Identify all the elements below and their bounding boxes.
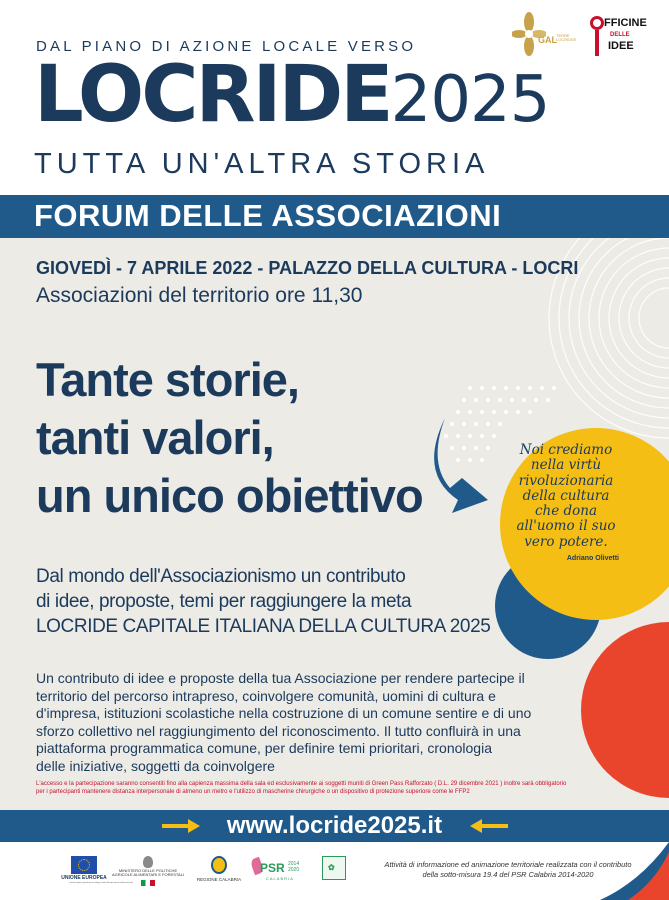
body-line: piattaforma programmatica comune, per definire temi prioritari, cronologia <box>36 740 492 756</box>
arrow-left-icon <box>468 818 508 834</box>
leader-leaf-icon: ✿ <box>328 863 335 872</box>
curved-arrow-icon <box>434 418 488 513</box>
subtitle: TUTTA UN'ALTRA STORIA <box>34 148 490 180</box>
disclaimer <box>36 780 636 796</box>
eu-sublabel: Fondo europeo agricolo per lo sviluppo rurale: l'Europa investe nelle zone rurali <box>69 881 133 884</box>
disclaimer-line: L'accesso e la partecipazione saranno consentiti fino alla capienza massima della sala ed esclusivamente ai soggetti muniti di Green Pass Rafforzato ( D.L. 29 dicembre 2021 ) inoltre sarà obbligatorio <box>36 781 567 787</box>
header <box>0 0 669 195</box>
main-title <box>34 50 550 140</box>
flower-icon <box>512 12 546 56</box>
funding-note-line: Attività di informazione ed animazione territoriale realizzata con il contributo <box>384 860 632 869</box>
headline-line: un unico obiettivo <box>36 469 423 522</box>
quote-line: Noi crediamo <box>519 442 613 458</box>
body-line: sforzo collettivo nel raggiungimento del riconoscimento. Il tutto confluirà in una <box>36 722 521 739</box>
officine-text: FFICINE <box>604 17 647 29</box>
event-time: Associazioni del territorio ore 11,30 <box>36 284 363 307</box>
psr-label: PSR <box>260 861 285 875</box>
body-line: delle iniziative, soggetti da coinvolgere <box>36 757 275 774</box>
body-line: territorio del percorso intrapreso, coinvolgere comunità, uomini di cultura e <box>36 687 496 704</box>
gal-logo <box>508 12 582 56</box>
quote-line: della cultura <box>522 487 610 504</box>
psr-region: CALABRIA <box>266 876 294 881</box>
quote-line: che dona <box>534 503 598 519</box>
headline-line: Tante storie, <box>36 353 299 406</box>
body-text <box>36 670 596 775</box>
quote-line: rivoluzionaria <box>518 472 614 489</box>
region-emblem-icon <box>211 856 227 874</box>
quote-text <box>507 443 625 550</box>
main-panel <box>0 238 669 810</box>
key-stem-icon <box>595 30 599 56</box>
psr-years: 2014 2020 <box>288 861 300 873</box>
funding-note <box>358 860 658 879</box>
forum-title: FORUM DELLE ASSOCIAZIONI <box>34 198 502 233</box>
key-ring-icon <box>590 16 604 30</box>
quote <box>507 443 625 562</box>
disclaimer-line: per i partecipanti mantenere distanza interpersonale di almeno un metro e l'utilizzo di mascherine chirurgiche o un dispositivo di protezione superiore come le FFP2 <box>36 789 470 796</box>
idee-text: IDEE <box>608 40 634 52</box>
pretitle: DAL PIANO DI AZIONE LOCALE VERSO <box>36 38 417 55</box>
leader-logo <box>322 856 346 880</box>
italy-flag-icon <box>141 880 155 886</box>
intro-line: di idee, proposte, temi per raggiungere la meta <box>36 591 412 612</box>
quote-author: Adriano Olivetti <box>566 554 619 562</box>
delle-text: DELLE <box>610 32 630 38</box>
italy-emblem-icon <box>143 856 153 868</box>
ministry-logo <box>110 856 186 890</box>
eu-flag-icon <box>71 856 97 874</box>
title-year: 2025 <box>390 63 550 137</box>
officine-logo <box>590 14 650 60</box>
intro-line: Dal mondo dell'Associazionismo un contributo <box>36 566 406 587</box>
eu-logo <box>60 856 133 888</box>
website-link[interactable]: www.locride2025.it <box>226 812 443 839</box>
headline <box>36 354 423 528</box>
gal-text: GAL <box>538 35 557 45</box>
forum-band <box>0 195 669 238</box>
eu-label: UNIONE EUROPEA <box>61 875 107 881</box>
footer <box>0 842 669 900</box>
title-locride: LOCRIDE <box>34 50 391 140</box>
quote-line: all'uomo il suo <box>516 518 616 535</box>
body-line: d'impresa, istituzioni scolastiche nella costruzione di un comune sentire e di uno <box>36 705 532 721</box>
region-label: REGIONE CALABRIA <box>196 877 242 882</box>
quote-line: vero potere. <box>524 533 608 550</box>
event-details: GIOVEDÌ - 7 APRILE 2022 - PALAZZO DELLA CULTURA - LOCRI <box>36 258 579 278</box>
body-line: Un contributo di idee e proposte della tua Associazione per rendere partecipe il <box>36 670 525 686</box>
headline-line: tanti valori, <box>36 411 274 464</box>
funding-note-line: della sotto-misura 19.4 del PSR Calabria 2014-2020 <box>422 869 594 879</box>
gal-subtext: TERRE LOCRIDEE <box>556 33 577 43</box>
quote-line: nella virtù <box>530 457 602 474</box>
website-band <box>0 810 669 842</box>
psr-logo <box>248 854 310 888</box>
ministry-label: MINISTERO DELLE POLITICHE AGRICOLE ALIMENTARI E FORESTALI <box>111 868 185 878</box>
intro-line: LOCRIDE CAPITALE ITALIANA DELLA CULTURA 2025 <box>36 616 491 637</box>
region-logo <box>194 856 244 890</box>
intro-text <box>36 565 490 640</box>
